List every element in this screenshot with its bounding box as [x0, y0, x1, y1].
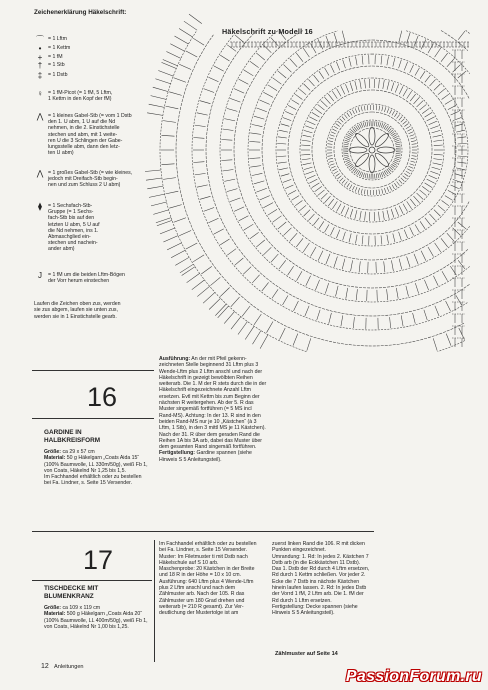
legend-item-text: = 1 Kettm — [48, 45, 71, 51]
model-16-number: 16 — [87, 382, 118, 412]
model-17-specs: Größe: ca 109 x 119 cm Material: 500 g Häkelgarn „Coats Aida 20“ (100% Baumwolle, LL 400m/50g), weiß Fb 1, von Coats, Häkelnd Nr 1,00 bis 1,25. — [44, 605, 148, 630]
model-16-specs: Größe: ca 29 x 57 cm Material: 50 g Häkelgarn „Coats Aida 15“ (100% Baumwolle, LL 330m/50g), weiß Fb 1, von Coats, Häkelnd Nr 1,25 bis 1,5. Im Fachhandel erhältlich oder zu bestellen bei Fa. Lindner, s. Seite 15 Versender. — [44, 449, 148, 487]
cluster-icon: ⧫ — [38, 202, 42, 211]
legend-item-text: = 1 großes Gabel-Stb (= wie kleines, jedoch mit Dreifach-Stb begin- nen und zum Schluss 2 U abm) — [48, 170, 133, 189]
legend-item-text: = 1 Dstb — [48, 72, 68, 78]
slip-stitch-icon: • — [38, 44, 42, 53]
watermark: PassionForum.ru — [345, 668, 482, 685]
large-fork-icon: ⋀ — [36, 169, 44, 178]
picot-icon: ♀ — [37, 89, 43, 98]
legend-item-text: = 1 fM-Picot (= 1 fM, 5 Lftm, 1 Kettm in den Kopf der fM) — [48, 90, 113, 103]
model-17-title: TISCHDECKE MIT BLUMENKRANZ — [44, 585, 99, 600]
section-name: Anleitungen — [54, 664, 84, 670]
sc-around-icon: J — [38, 271, 42, 280]
legend-item-text: = 1 fM — [48, 54, 63, 60]
page-number: 12 — [41, 663, 49, 670]
chart-title: Häkelschrift zu Modell 16 — [222, 27, 313, 36]
tr-icon: ‡ — [37, 71, 43, 80]
model-17-col2: Im Fachhandel erhältlich oder zu bestellen bei Fa. Lindner, s. Seite 15 Versender. Muster: Im Filetmuster ti mit Dstb nach Häkelschule auf S 10 arb. Maschenprobe: 20 Kästchen in der Breite und 18 R in der Höhe = 10 x 10 cm. Ausführung: 640 Lftm plus 4 Wende-Lftm plus 2 Lftm anschl und nach dem Zählmuster arb. Nach der 105. R das Zählmuster um 180 Grad drehen und weiterarb (= 210 R gesamt). Zur Ver-deutlichung der Mustertolge ist am — [159, 541, 257, 617]
legend-item-text: = 1 Sechsfach-Stb- Gruppe (= 1 Sechs- fach-Stb bis auf den letzten U abm, 5 U auf die Nd nehmen, ins 1. Abmaschglied ein- stechen und nachein- ander abm) — [48, 203, 100, 253]
model-17-chart-ref: Zählmuster auf Seite 14 — [275, 651, 338, 657]
model-17-col3: zuerst linken Rand die 106. R mit dicken Punkten eingezeichnet. Umrandung: 1. Rd: In jedes 2. Kästchen 7 Dstb arb (in die Eckkästchen 11 Dstb). Das 1. Dstb der Rd durch 4 Lftm ersetzen, Rd durch 1 Kettm schließen. Vor jeder 2. Ecke die 7 Dstb ins nächste Kästchen hinein laufen lassen. 2. Rd: In jedes Dstb der Vorrd 1 fM, 2 Lftm arb. Die 1. fM der Rd durch 1 Lftm ersetzen. Fertigstellung: Decke spannen (siehe Hinweis S 5 Anleitungsteil). — [272, 541, 370, 617]
legend-item-text: = 1 kleines Gabel-Stb (= vom 1 Dstb den 1. U abm, 1 U auf die Nd nehmen, in die 2. Einstichstelle stechen und abm, mit 1 weite- ren U die 3 Schlingen der Gabe- lungsstelle abm, dann den letz- ten U abm) — [48, 113, 132, 157]
sc-icon: + — [37, 53, 43, 62]
model-16-title: GARDINE IN HALBKREISFORM — [44, 429, 101, 444]
legend-item-text: = 1 Lftm — [48, 36, 67, 42]
small-fork-icon: ⋀ — [36, 112, 44, 121]
model-17-number: 17 — [83, 545, 114, 575]
legend-title: Zeichenerklärung Häkelschrift: — [34, 9, 127, 16]
legend-item-text: = 1 fM um die beiden Lftm-Bögen der Vorr herum einstechen — [48, 272, 125, 285]
chain-icon: ⌒ — [36, 35, 44, 44]
dc-icon: † — [37, 61, 43, 70]
legend-item-text: = 1 Stb — [48, 62, 65, 68]
legend-note: Laufen die Zeichen oben zus, werden sie zus abgem, laufen sie unten zus, werden sie in 1 Einstichstelle gearb. — [34, 301, 121, 320]
model-16-instructions: Ausführung: An der mit Pfeil gekenn-zeichneten Stelle beginnend 31 Lftm plus 3 Wende-Lftm plus 2 Lftm anschl und nach der Häkelschrift in gezeigt bewölbten Reihen weiterarb. Die 1. M der R stets durch die in der Häkelschrift eingezeichnete Anzahl Lftm ersetzen. Evtl mit Kettm bis zum Beginn der nächsten R weitergehen. Ab der 5. R das Muster singemäß fortführen (= 5 MS incl Rand-MS). Achtung: In der 13. R sind in den beiden Rand-MS nur je 10 „Kästchen“ (à 3 Lftm, 1 Stb), in den 3 mittl MS je 11 Kästchen). Nach der 31. R über dem geraden Rand die Reihen 1A bis 3A arb, dabei das Muster über dem gesamten Rand singemäß fortführen. Fertigstellung: Gardine spannen (siehe Hinweis S 5 Anleitungsteil). — [159, 356, 267, 463]
